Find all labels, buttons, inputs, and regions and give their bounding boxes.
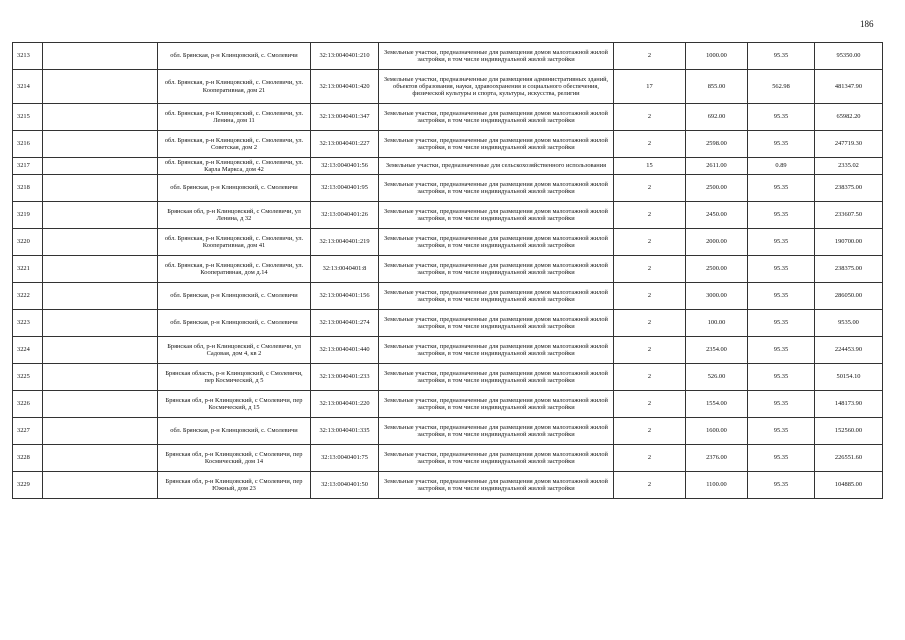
use-type-code-cell: 2: [614, 283, 686, 310]
address-cell: Брянская обл, р-н Клинцовский, с Смолевичи, пер Южный, дом 23: [158, 472, 311, 499]
address-cell: Брянская обл, р-н Клинцовский, с Смолевичи, ул Садовая, дом 4, кв 2: [158, 337, 311, 364]
cadastral-number-cell: 32:13:0040401:335: [311, 418, 379, 445]
land-use-cell: Земельные участки, предназначенные для сельскохозяйственного использования: [379, 158, 614, 175]
cadastral-value-cell: 148173.90: [815, 391, 883, 418]
land-use-cell: Земельные участки, предназначенные для размещения домов малоэтажной жилой застройки, в том числе индивидуальной жилой застройки: [379, 418, 614, 445]
row-number: 3229: [13, 472, 43, 499]
cadastral-value-cell: 50154.10: [815, 364, 883, 391]
cadastral-number-cell: 32:13:0040401:347: [311, 104, 379, 131]
cadastral-value-cell: 238375.00: [815, 256, 883, 283]
empty-cell: [43, 229, 158, 256]
page-number: 186: [860, 19, 874, 29]
row-number: 3214: [13, 70, 43, 104]
use-type-code-cell: 2: [614, 391, 686, 418]
cadastral-value-cell: 247719.30: [815, 131, 883, 158]
empty-cell: [43, 391, 158, 418]
row-number: 3222: [13, 283, 43, 310]
row-number: 3224: [13, 337, 43, 364]
land-use-cell: Земельные участки, предназначенные для размещения домов малоэтажной жилой застройки, в том числе индивидуальной жилой застройки: [379, 310, 614, 337]
cadastral-number-cell: 32:13:0040401:219: [311, 229, 379, 256]
row-number: 3220: [13, 229, 43, 256]
cadastral-value-cell: 95350.00: [815, 43, 883, 70]
area-cell: 692.00: [686, 104, 748, 131]
empty-cell: [43, 202, 158, 229]
land-valuation-table: [12, 42, 883, 499]
cadastral-value-cell: 9535.00: [815, 310, 883, 337]
specific-value-cell: 95.35: [748, 229, 815, 256]
row-number: 3218: [13, 175, 43, 202]
table-row: [13, 158, 883, 175]
row-number: 3228: [13, 445, 43, 472]
row-number: 3213: [13, 43, 43, 70]
address-cell: Брянская область, р-н Клинцовский, с Смолевичи, пер Космический, д 5: [158, 364, 311, 391]
land-use-cell: Земельные участки, предназначенные для размещения домов малоэтажной жилой застройки, в том числе индивидуальной жилой застройки: [379, 104, 614, 131]
area-cell: 855.00: [686, 70, 748, 104]
area-cell: 526.00: [686, 364, 748, 391]
land-use-cell: Земельные участки, предназначенные для размещения домов малоэтажной жилой застройки, в том числе индивидуальной жилой застройки: [379, 175, 614, 202]
row-number: 3215: [13, 104, 43, 131]
use-type-code-cell: 2: [614, 175, 686, 202]
cadastral-number-cell: 32:13:0040401:8: [311, 256, 379, 283]
cadastral-number-cell: 32:13:0040401:210: [311, 43, 379, 70]
cadastral-number-cell: 32:13:0040401:420: [311, 70, 379, 104]
cadastral-number-cell: 32:13:0040401:440: [311, 337, 379, 364]
cadastral-number-cell: 32:13:0040401:156: [311, 283, 379, 310]
use-type-code-cell: 2: [614, 445, 686, 472]
area-cell: 3000.00: [686, 283, 748, 310]
use-type-code-cell: 2: [614, 256, 686, 283]
land-use-cell: Земельные участки, предназначенные для размещения домов малоэтажной жилой застройки, в том числе индивидуальной жилой застройки: [379, 229, 614, 256]
empty-cell: [43, 70, 158, 104]
use-type-code-cell: 2: [614, 364, 686, 391]
use-type-code-cell: 2: [614, 310, 686, 337]
table-row: [13, 418, 883, 445]
table-row: [13, 337, 883, 364]
empty-cell: [43, 310, 158, 337]
cadastral-number-cell: 32:13:0040401:50: [311, 472, 379, 499]
use-type-code-cell: 2: [614, 418, 686, 445]
use-type-code-cell: 2: [614, 104, 686, 131]
area-cell: 2450.00: [686, 202, 748, 229]
row-number: 3226: [13, 391, 43, 418]
cadastral-number-cell: 32:13:0040401:227: [311, 131, 379, 158]
table-row: [13, 310, 883, 337]
specific-value-cell: 95.35: [748, 418, 815, 445]
table-row: [13, 131, 883, 158]
use-type-code-cell: 2: [614, 131, 686, 158]
address-cell: обл. Брянская, р-н Клинцовский, с. Смолевичи, ул. Ленина, дом 11: [158, 104, 311, 131]
table-row: [13, 202, 883, 229]
area-cell: 1000.00: [686, 43, 748, 70]
land-use-cell: Земельные участки, предназначенные для размещения домов малоэтажной жилой застройки, в том числе индивидуальной жилой застройки: [379, 256, 614, 283]
address-cell: обл. Брянская, р-н Клинцовский, с. Смолевичи: [158, 418, 311, 445]
row-number: 3217: [13, 158, 43, 175]
empty-cell: [43, 43, 158, 70]
land-use-cell: Земельные участки, предназначенные для размещения домов малоэтажной жилой застройки, в том числе индивидуальной жилой застройки: [379, 283, 614, 310]
specific-value-cell: 95.35: [748, 283, 815, 310]
land-use-cell: Земельные участки, предназначенные для размещения домов малоэтажной жилой застройки, в том числе индивидуальной жилой застройки: [379, 364, 614, 391]
table-row: [13, 175, 883, 202]
area-cell: 2354.00: [686, 337, 748, 364]
address-cell: обл. Брянская, р-н Клинцовский, с. Смолевичи, ул. Советская, дом 2: [158, 131, 311, 158]
cadastral-value-cell: 2335.02: [815, 158, 883, 175]
specific-value-cell: 95.35: [748, 391, 815, 418]
area-cell: 100.00: [686, 310, 748, 337]
table-row: [13, 104, 883, 131]
area-cell: 2376.00: [686, 445, 748, 472]
table-body: [13, 43, 883, 499]
address-cell: обл. Брянская, р-н Клинцовский, с. Смолевичи: [158, 283, 311, 310]
table-row: [13, 229, 883, 256]
land-use-cell: Земельные участки, предназначенные для размещения домов малоэтажной жилой застройки, в том числе индивидуальной жилой застройки: [379, 445, 614, 472]
land-use-cell: Земельные участки, предназначенные для размещения домов малоэтажной жилой застройки, в том числе индивидуальной жилой застройки: [379, 391, 614, 418]
cadastral-number-cell: 32:13:0040401:233: [311, 364, 379, 391]
cadastral-number-cell: 32:13:0040401:26: [311, 202, 379, 229]
address-cell: обл. Брянская, р-н Клинцовский, с. Смолевичи, ул. Кооперативная, дом 41: [158, 229, 311, 256]
use-type-code-cell: 17: [614, 70, 686, 104]
address-cell: обл. Брянская, р-н Клинцовский, с. Смолевичи: [158, 310, 311, 337]
cadastral-value-cell: 104885.00: [815, 472, 883, 499]
specific-value-cell: 95.35: [748, 310, 815, 337]
table-row: [13, 391, 883, 418]
empty-cell: [43, 364, 158, 391]
specific-value-cell: 562.98: [748, 70, 815, 104]
address-cell: Брянская обл, р-н Клинцовский, с Смолевичи, пер Космический, д 15: [158, 391, 311, 418]
use-type-code-cell: 2: [614, 43, 686, 70]
empty-cell: [43, 283, 158, 310]
address-cell: обл. Брянская, р-н Клинцовский, с. Смолевичи: [158, 43, 311, 70]
land-use-cell: Земельные участки, предназначенные для размещения домов малоэтажной жилой застройки, в том числе индивидуальной жилой застройки: [379, 472, 614, 499]
specific-value-cell: 95.35: [748, 364, 815, 391]
cadastral-value-cell: 226551.60: [815, 445, 883, 472]
specific-value-cell: 95.35: [748, 104, 815, 131]
empty-cell: [43, 256, 158, 283]
cadastral-number-cell: 32:13:0040401:56: [311, 158, 379, 175]
address-cell: Брянская обл, р-н Клинцовский, с Смолевичи, ул Ленина, д 32: [158, 202, 311, 229]
row-number: 3227: [13, 418, 43, 445]
empty-cell: [43, 337, 158, 364]
cadastral-value-cell: 481347.90: [815, 70, 883, 104]
land-use-cell: Земельные участки, предназначенные для размещения домов малоэтажной жилой застройки, в том числе индивидуальной жилой застройки: [379, 337, 614, 364]
address-cell: обл. Брянская, р-н Клинцовский, с. Смолевичи, ул. Кооперативная, дом д.14: [158, 256, 311, 283]
row-number: 3221: [13, 256, 43, 283]
area-cell: 2500.00: [686, 256, 748, 283]
table-row: [13, 70, 883, 104]
cadastral-value-cell: 233607.50: [815, 202, 883, 229]
table-row: [13, 364, 883, 391]
empty-cell: [43, 175, 158, 202]
address-cell: обл. Брянская, р-н Клинцовский, с. Смолевичи, ул. Карла Маркса, дом 42: [158, 158, 311, 175]
cadastral-number-cell: 32:13:0040401:274: [311, 310, 379, 337]
empty-cell: [43, 131, 158, 158]
specific-value-cell: 95.35: [748, 472, 815, 499]
land-use-cell: Земельные участки, предназначенные для размещения домов малоэтажной жилой застройки, в том числе индивидуальной жилой застройки: [379, 202, 614, 229]
area-cell: 1554.00: [686, 391, 748, 418]
row-number: 3219: [13, 202, 43, 229]
specific-value-cell: 95.35: [748, 337, 815, 364]
cadastral-number-cell: 32:13:0040401:220: [311, 391, 379, 418]
use-type-code-cell: 2: [614, 229, 686, 256]
area-cell: 2000.00: [686, 229, 748, 256]
cadastral-value-cell: 238375.00: [815, 175, 883, 202]
table-row: [13, 256, 883, 283]
cadastral-value-cell: 224453.90: [815, 337, 883, 364]
area-cell: 2598.00: [686, 131, 748, 158]
cadastral-value-cell: 152560.00: [815, 418, 883, 445]
row-number: 3223: [13, 310, 43, 337]
empty-cell: [43, 158, 158, 175]
address-cell: обл. Брянская, р-н Клинцовский, с. Смолевичи: [158, 175, 311, 202]
empty-cell: [43, 445, 158, 472]
land-use-cell: Земельные участки, предназначенные для размещения домов малоэтажной жилой застройки, в том числе индивидуальной жилой застройки: [379, 131, 614, 158]
table-row: [13, 445, 883, 472]
cadastral-value-cell: 286050.00: [815, 283, 883, 310]
use-type-code-cell: 2: [614, 472, 686, 499]
area-cell: 2611.00: [686, 158, 748, 175]
specific-value-cell: 95.35: [748, 131, 815, 158]
empty-cell: [43, 418, 158, 445]
table-row: [13, 472, 883, 499]
area-cell: 1600.00: [686, 418, 748, 445]
land-use-cell: Земельные участки, предназначенные для размещения административных зданий, объектов образования, науки, здравоохранения и социального обеспечения, физической культуры и спорта, культуры, искусства, религии: [379, 70, 614, 104]
table-row: [13, 43, 883, 70]
address-cell: обл. Брянская, р-н Клинцовский, с. Смолевичи, ул. Кооперативная, дом 21: [158, 70, 311, 104]
address-cell: Брянская обл, р-н Клинцовский, с Смолевичи, пер Космический, дом 14: [158, 445, 311, 472]
cadastral-value-cell: 65982.20: [815, 104, 883, 131]
empty-cell: [43, 472, 158, 499]
empty-cell: [43, 104, 158, 131]
use-type-code-cell: 2: [614, 337, 686, 364]
use-type-code-cell: 2: [614, 202, 686, 229]
specific-value-cell: 95.35: [748, 43, 815, 70]
row-number: 3225: [13, 364, 43, 391]
use-type-code-cell: 15: [614, 158, 686, 175]
row-number: 3216: [13, 131, 43, 158]
cadastral-value-cell: 190700.00: [815, 229, 883, 256]
area-cell: 2500.00: [686, 175, 748, 202]
table-row: [13, 283, 883, 310]
specific-value-cell: 95.35: [748, 175, 815, 202]
area-cell: 1100.00: [686, 472, 748, 499]
specific-value-cell: 95.35: [748, 256, 815, 283]
specific-value-cell: 95.35: [748, 202, 815, 229]
specific-value-cell: 0.89: [748, 158, 815, 175]
cadastral-number-cell: 32:13:0040401:95: [311, 175, 379, 202]
cadastral-number-cell: 32:13:0040401:75: [311, 445, 379, 472]
land-use-cell: Земельные участки, предназначенные для размещения домов малоэтажной жилой застройки, в том числе индивидуальной жилой застройки: [379, 43, 614, 70]
specific-value-cell: 95.35: [748, 445, 815, 472]
